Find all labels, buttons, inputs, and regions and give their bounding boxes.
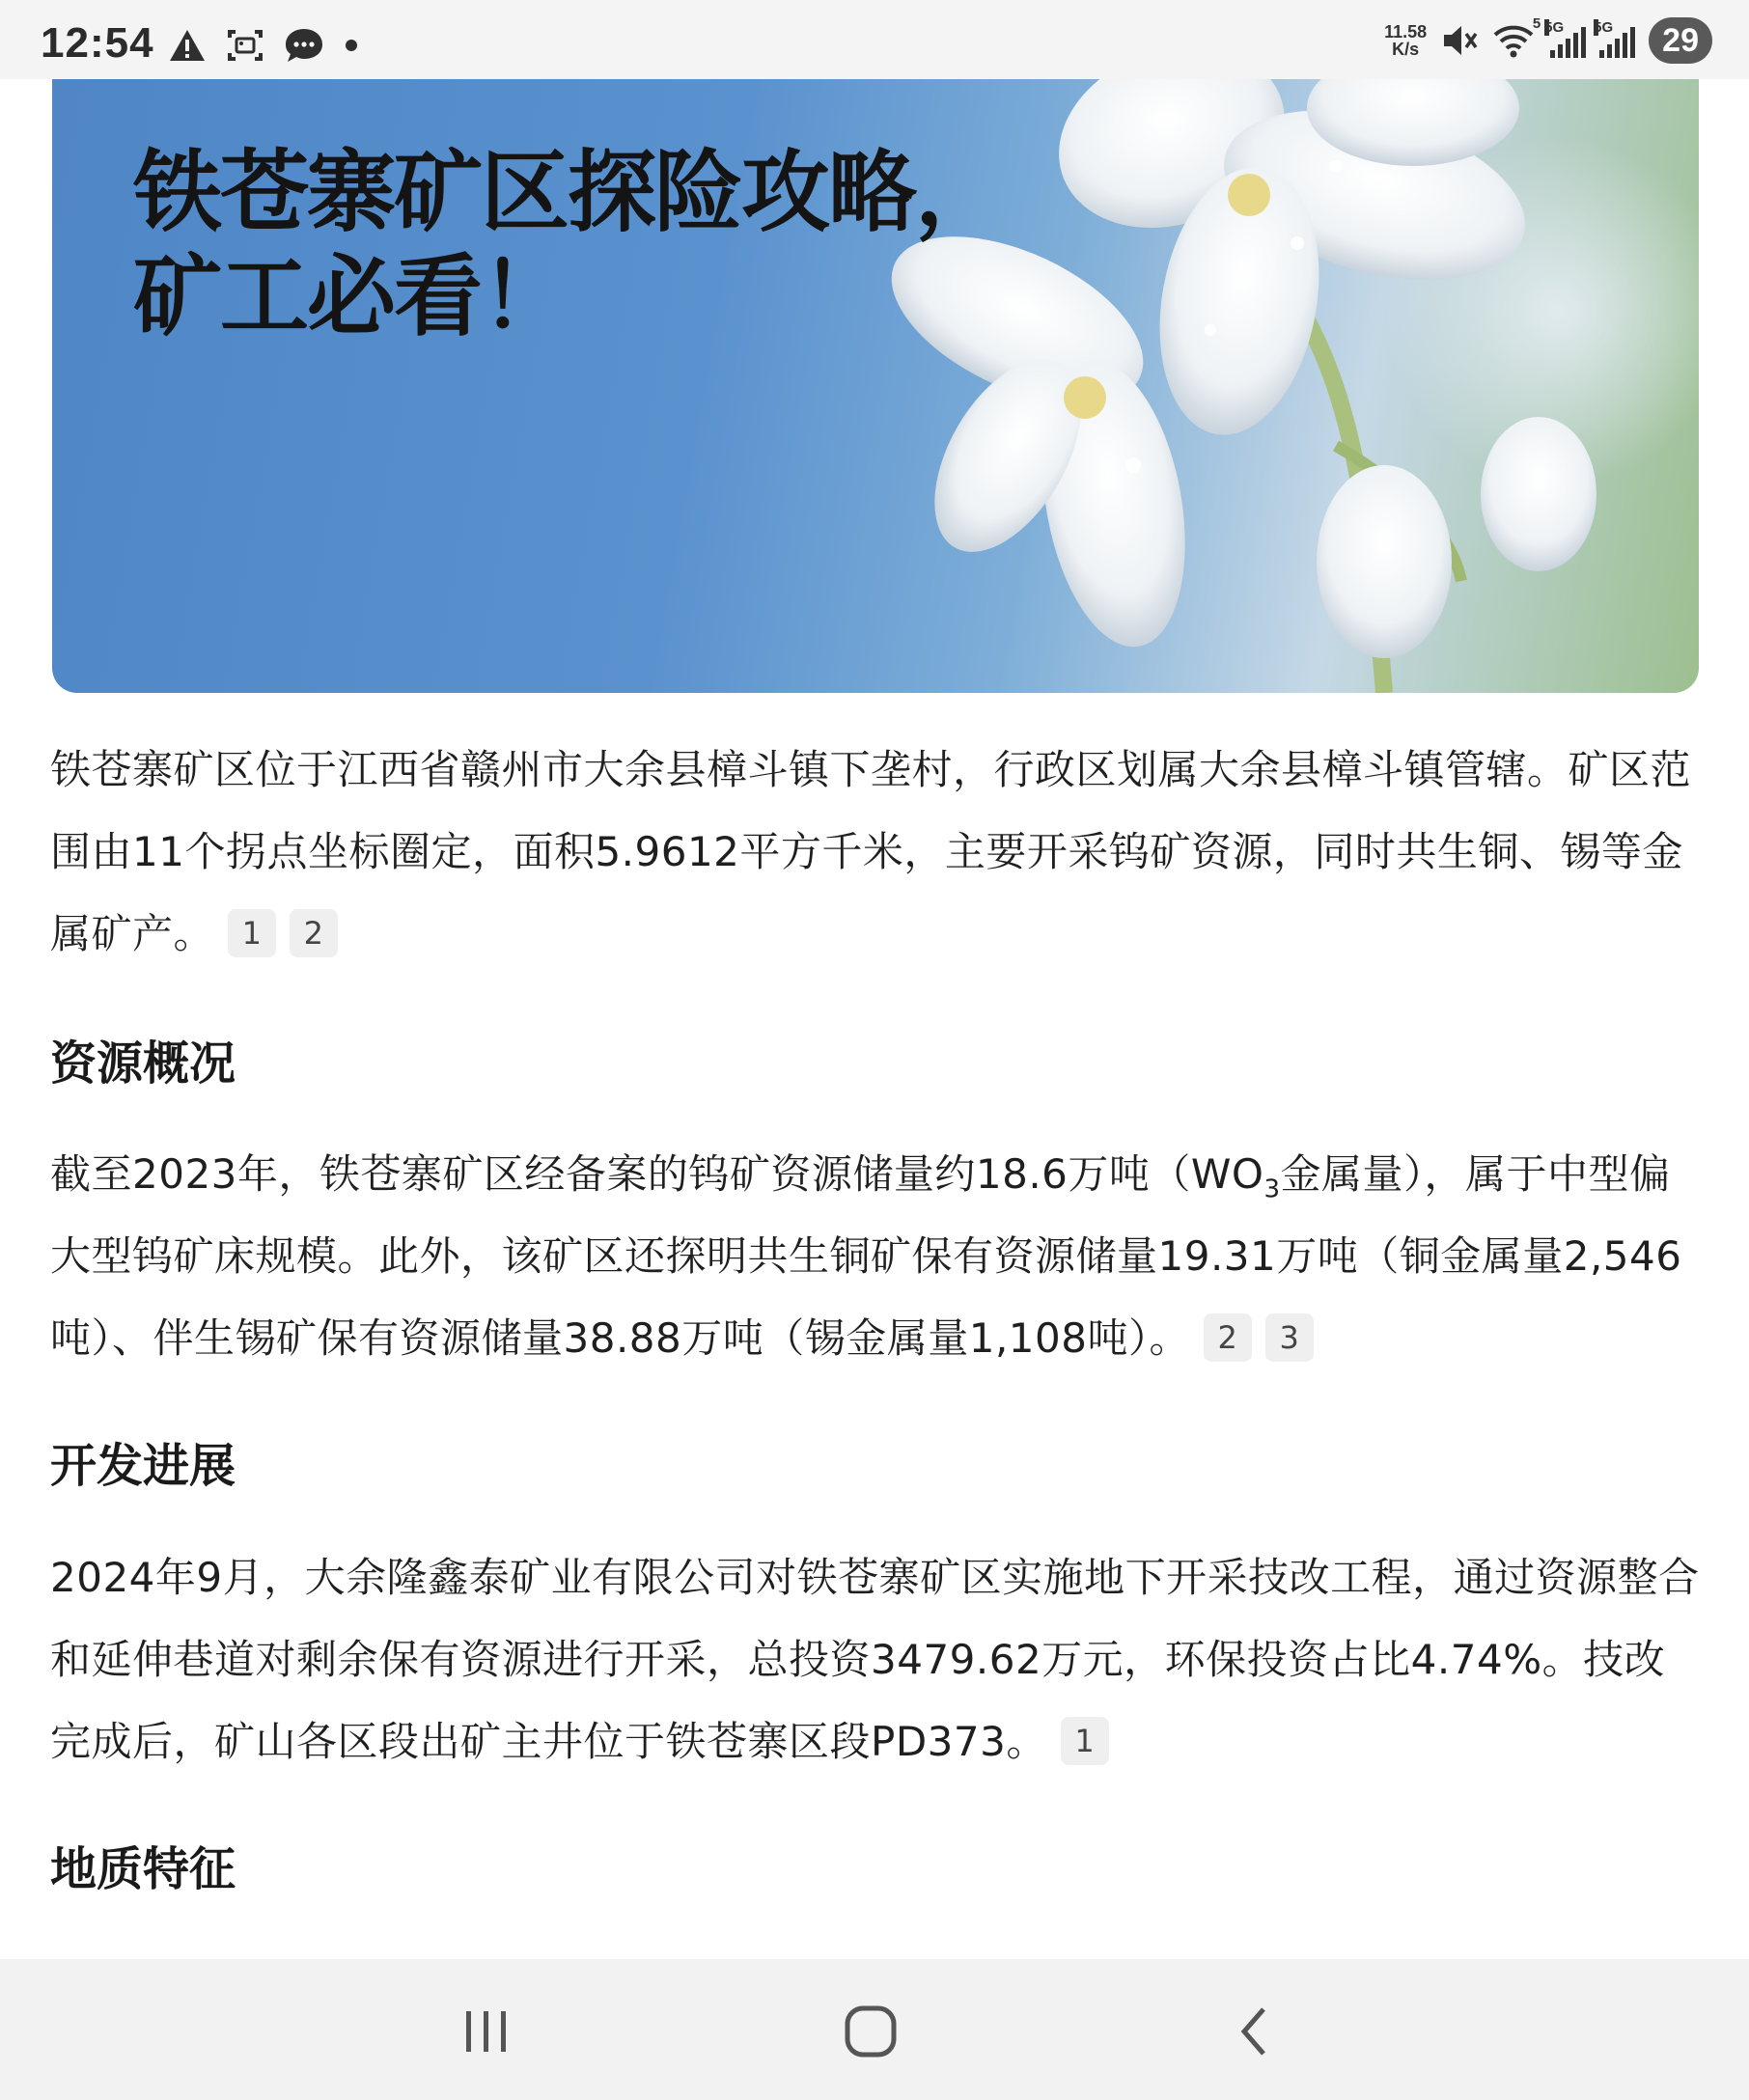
resources-subscript: 3 — [1263, 1174, 1281, 1204]
intro-text: 铁苍寨矿区位于江西省赣州市大余县樟斗镇下垄村，行政区划属大余县樟斗镇管辖。矿区范围由11个拐点坐标圈定，面积5.9612平方千米，主要开采钨矿资源，同时共生铜、锡等金属矿产。 — [50, 746, 1692, 957]
net-speed-unit: K/s — [1392, 40, 1420, 59]
recent-apps-button[interactable] — [448, 1998, 525, 2065]
back-button[interactable] — [1216, 1998, 1293, 2065]
resources-paragraph — [50, 1133, 1701, 1379]
citation-badge[interactable]: 1 — [228, 909, 276, 957]
sim2-label: 5G — [1594, 19, 1614, 36]
back-icon — [1229, 2005, 1281, 2058]
citation-badge[interactable]: 3 — [1265, 1313, 1314, 1362]
recent-apps-icon — [460, 2005, 513, 2058]
sim1-signal-icon — [1544, 19, 1586, 58]
net-speed — [1384, 23, 1427, 58]
intro-paragraph — [50, 729, 1701, 975]
home-icon — [842, 2003, 900, 2060]
citation-badge[interactable]: 2 — [1204, 1313, 1252, 1362]
status-bar — [0, 0, 1749, 79]
development-text: 2024年9月，大余隆鑫泰矿业有限公司对铁苍寨矿区实施地下开采技改工程，通过资源整合和延伸巷道对剩余保有资源进行开采，总投资3479.62万元，环保投资占比4.74%。技改完成后，矿山各区段出矿主井位于铁苍寨区段PD373。 — [50, 1554, 1700, 1765]
status-time: 12:54 — [41, 19, 154, 67]
dot-icon — [344, 38, 359, 53]
battery-badge: 29 — [1649, 17, 1712, 64]
home-button[interactable] — [832, 1998, 909, 2065]
resources-text-b: 金属量），属于中型偏大型钨矿床规模。此外，该矿区还探明共生铜矿保有资源储量19.31万吨（铜金属量2,546吨）、伴生锡矿保有资源储量38.88万吨（锡金属量1,108吨）。 — [50, 1150, 1682, 1362]
mute-icon — [1440, 22, 1479, 59]
hero-image — [52, 79, 1699, 693]
section-heading-development: 开发进展 — [50, 1439, 236, 1493]
screenshot-icon — [226, 28, 264, 63]
citation-badge[interactable]: 2 — [290, 909, 338, 957]
notification-icons — [168, 27, 359, 64]
sim1-label: 5G — [1544, 19, 1565, 36]
hero-title: 铁苍寨矿区探险攻略， 矿工必看！ — [133, 141, 1003, 348]
net-speed-value: 11.58 — [1384, 22, 1428, 41]
wifi-icon — [1492, 15, 1541, 60]
section-heading-geology: 地质特征 — [50, 1842, 236, 1896]
status-right — [1384, 17, 1712, 64]
section-heading-resources: 资源概况 — [50, 1036, 236, 1091]
development-paragraph — [50, 1536, 1701, 1782]
warning-icon — [168, 28, 207, 63]
sim2-signal-icon — [1594, 19, 1635, 58]
resources-text-a: 截至2023年，铁苍寨矿区经备案的钨矿资源储量约18.6万吨（WO — [50, 1150, 1264, 1198]
message-icon — [284, 27, 324, 64]
wifi-band: 5 — [1532, 15, 1541, 32]
system-navigation-bar — [0, 1959, 1749, 2100]
citation-badge[interactable]: 1 — [1061, 1717, 1109, 1765]
